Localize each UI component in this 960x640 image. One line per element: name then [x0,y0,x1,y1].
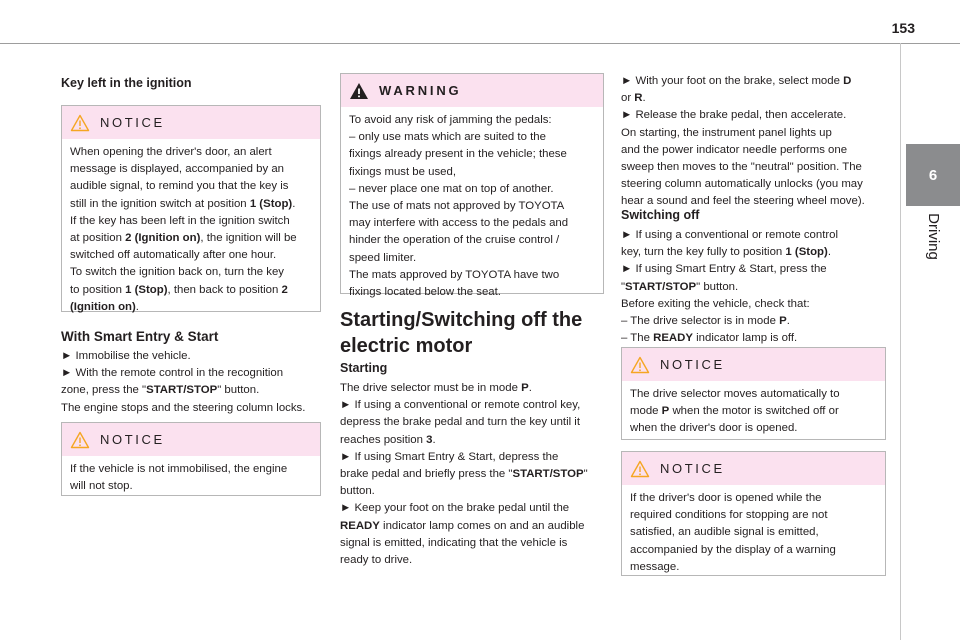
bold-text: P [521,382,529,394]
text-run: If the driver's door is opened while the [630,492,822,504]
warning-triangle-filled-icon [349,82,369,100]
text-run: message is displayed, accompanied by an [70,163,285,176]
text-run: The mats approved by TOYOTA have two [349,268,560,281]
text-line [349,198,595,215]
bold-text: 2 (Ignition on) [125,232,201,245]
notice-text [62,456,320,503]
text-line [621,279,887,296]
switching-off-text [621,227,887,347]
bold-text: 2 [281,283,288,296]
text-run: audible signal, to remind you that the key is [70,180,289,193]
text-line [349,129,595,146]
text-run: indicator lamp is off. [692,332,798,345]
starting-continued-text [621,73,887,211]
heading-starting: Starting [340,361,388,375]
warning-title: WARNING [379,83,462,98]
text-line [621,142,887,159]
notice-text [62,139,320,324]
text-line [630,403,877,420]
text-line [340,518,606,535]
page-number: 153 [891,20,915,36]
text-run: The drive selector must be in mode [340,382,522,394]
text-run: . [642,92,646,105]
text-run: ready to drive. [340,554,413,567]
text-run: accompanied by the display of a warning [630,543,836,556]
text-line [349,232,595,249]
text-run: depress the brake pedal and turn the key until it [340,416,580,429]
text-line [70,213,312,230]
text-line [70,230,312,247]
text-line [340,414,606,431]
text-line [70,478,312,495]
text-run: . [528,382,532,394]
text-run: hinder the operation of the cruise control / [349,234,560,247]
notice-header [62,423,320,456]
text-line [61,400,323,417]
text-run: speed limiter. [349,251,417,264]
text-line [340,552,606,569]
text-run: . [786,315,790,328]
text-run: fixings must be used, [349,165,456,178]
section-title [340,307,606,359]
text-line [621,90,887,107]
warning-triangle-outline-icon [630,460,650,478]
text-run: " [583,468,588,481]
text-line [70,161,312,178]
bold-text: 1 (Stop) [785,246,828,259]
text-run: sweep then moves to the "neutral" position. The [621,161,862,174]
text-line [70,196,312,213]
text-line [340,380,606,397]
section-title-line2: electric motor [340,335,473,357]
text-run: and the power indicator needle performs one [621,143,848,156]
text-line [349,267,595,284]
section-title-line1: Starting/Switching off the [340,309,583,331]
text-run: The use of mats not approved by TOYOTA [349,200,565,213]
text-run: " button. [696,280,739,293]
text-run: ► If using a conventional or remote control key, [340,399,581,412]
text-run: ► If using a conventional or remote control [621,229,839,241]
bold-text: READY [340,519,380,532]
heading-key-left: Key left in the ignition [61,76,192,90]
text-run: may interfere with access to the pedals and [349,217,569,230]
text-line [621,296,887,313]
text-run: . [135,300,139,313]
bold-text: START/STOP [625,280,697,293]
text-run: ► If using Smart Entry & Start, press the [621,263,827,276]
notice-text [622,381,885,446]
text-line [70,461,312,478]
bold-text: P [779,315,787,328]
text-run: ► Release the brake pedal, then accelerate. [621,109,847,122]
text-run: at position [70,232,126,245]
text-run: When opening the driver's door, an alert [70,146,272,158]
text-run: – only use mats which are suited to the [349,131,546,144]
text-run: " [621,280,626,293]
bold-text: START/STOP [146,384,218,397]
text-run: . [292,197,296,210]
starting-text [340,380,606,569]
text-line [61,365,323,382]
text-run: or [621,92,635,105]
text-line [70,264,312,281]
header-rule [0,43,960,44]
notice-box [61,105,321,312]
text-line [340,466,606,483]
text-line [349,250,595,267]
warning-triangle-outline-icon [70,431,90,449]
text-line [340,432,606,449]
warning-text [341,107,603,309]
text-line [340,483,606,500]
text-run: ► If using Smart Entry & Start, depress the [340,450,559,463]
text-line [70,299,312,316]
text-run: ► Immobilise the vehicle. [61,350,191,362]
text-run: , the ignition will be [200,232,297,245]
text-line [621,313,887,330]
text-run: – The [621,332,654,345]
text-line [349,181,595,198]
smart-entry-text [61,348,323,417]
text-line [70,178,312,195]
text-line [61,382,323,399]
heading-switching-off: Switching off [621,208,700,222]
heading-smart-entry: With Smart Entry & Start [61,329,219,344]
text-line [630,524,877,541]
chapter-label-text: Driving [924,212,942,260]
text-run: – never place one mat on top of another. [349,182,554,195]
notice-header [622,452,885,485]
text-run: If the vehicle is not immobilised, the engine [70,463,288,475]
notice-header [622,348,885,381]
text-line [349,112,595,129]
text-run: Before exiting the vehicle, check that: [621,297,810,310]
text-run: On starting, the instrument panel lights up [621,126,832,139]
bold-text: 1 (Stop) [249,197,293,210]
text-line [621,73,887,90]
text-line [630,559,877,576]
text-run: hear a sound and feel the steering wheel move). [621,195,865,208]
text-run: required conditions for stopping are not [630,509,828,522]
text-run: " button. [217,384,260,397]
notice-title: NOTICE [100,432,165,447]
text-line [70,282,312,299]
text-line [621,107,887,124]
text-line [621,261,887,278]
text-run: mode [630,405,662,418]
bold-text: 1 (Stop) [125,283,168,296]
text-line [70,247,312,264]
text-run: when the motor is switched off or [669,405,839,418]
text-line [621,330,887,347]
text-run: . [827,246,831,259]
text-line [340,500,606,517]
text-run: . [432,433,436,446]
text-run: will not stop. [70,480,133,493]
text-run: The drive selector moves automatically to [630,388,840,400]
text-run: indicator lamp comes on and an audible [379,519,585,532]
text-line [630,386,877,403]
text-run: , then back to position [167,283,282,296]
text-run: fixings already present in the vehicle; these [349,148,567,161]
text-line [630,420,877,437]
warning-triangle-outline-icon [70,114,90,132]
text-line [340,535,606,552]
text-line [349,146,595,163]
notice-box [61,422,321,496]
bold-text: READY [653,332,693,345]
side-rule [900,43,901,640]
bold-text: P [661,405,670,418]
warning-box [340,73,604,299]
text-line [630,507,877,524]
text-run: key, turn the key fully to position [621,246,786,259]
text-run: signal is emitted, indicating that the vehicle is [340,536,568,549]
text-run: To switch the ignition back on, turn the key [70,266,285,279]
text-run: satisfied, an audible signal is emitted, [630,526,819,539]
warning-header [341,74,603,107]
text-run: when the driver's door is opened. [630,422,798,435]
text-line [621,176,887,193]
text-line [621,159,887,176]
text-line [70,144,312,161]
notice-title: NOTICE [660,357,725,372]
text-run: message. [630,560,680,573]
text-line [349,284,595,301]
notice-title: NOTICE [660,461,725,476]
text-run: reaches position [340,433,427,446]
text-run: The engine stops and the steering column locks. [61,401,306,414]
chapter-tab-label[interactable] [906,206,960,266]
bold-text: 3 [426,433,433,446]
text-run: steering column automatically unlocks (you may [621,178,863,191]
bold-text: R [634,92,643,105]
notice-title: NOTICE [100,115,165,130]
text-run: switched off automatically after one hour. [70,249,277,262]
bold-text: (Ignition on) [70,300,136,313]
text-line [340,397,606,414]
text-line [340,449,606,466]
text-run: button. [340,485,375,498]
notice-box [621,347,886,440]
text-run: brake pedal and briefly press the " [340,468,513,481]
text-run: fixings located below the seat. [349,286,501,299]
text-line [621,227,887,244]
text-run: ► With your foot on the brake, select mode [621,75,844,87]
text-line [349,215,595,232]
text-line [621,244,887,261]
warning-triangle-outline-icon [630,356,650,374]
notice-text [622,485,885,584]
text-run: zone, press the " [61,384,147,397]
text-line [61,348,323,365]
text-run: If the key has been left in the ignition switch [70,214,290,227]
bold-text: D [843,75,852,87]
text-line [630,542,877,559]
notice-box [621,451,886,576]
text-run: – The drive selector is in mode [621,315,780,328]
text-line [621,125,887,142]
text-line [630,490,877,507]
text-run: To avoid any risk of jamming the pedals: [349,114,552,126]
chapter-tab-number[interactable]: 6 [906,144,960,206]
text-run: ► With the remote control in the recognition [61,367,284,380]
text-run: still in the ignition switch at position [70,197,250,210]
bold-text: START/STOP [512,468,584,481]
text-line [349,164,595,181]
notice-header [62,106,320,139]
text-run: to position [70,283,126,296]
text-run: ► Keep your foot on the brake pedal until the [340,502,570,515]
